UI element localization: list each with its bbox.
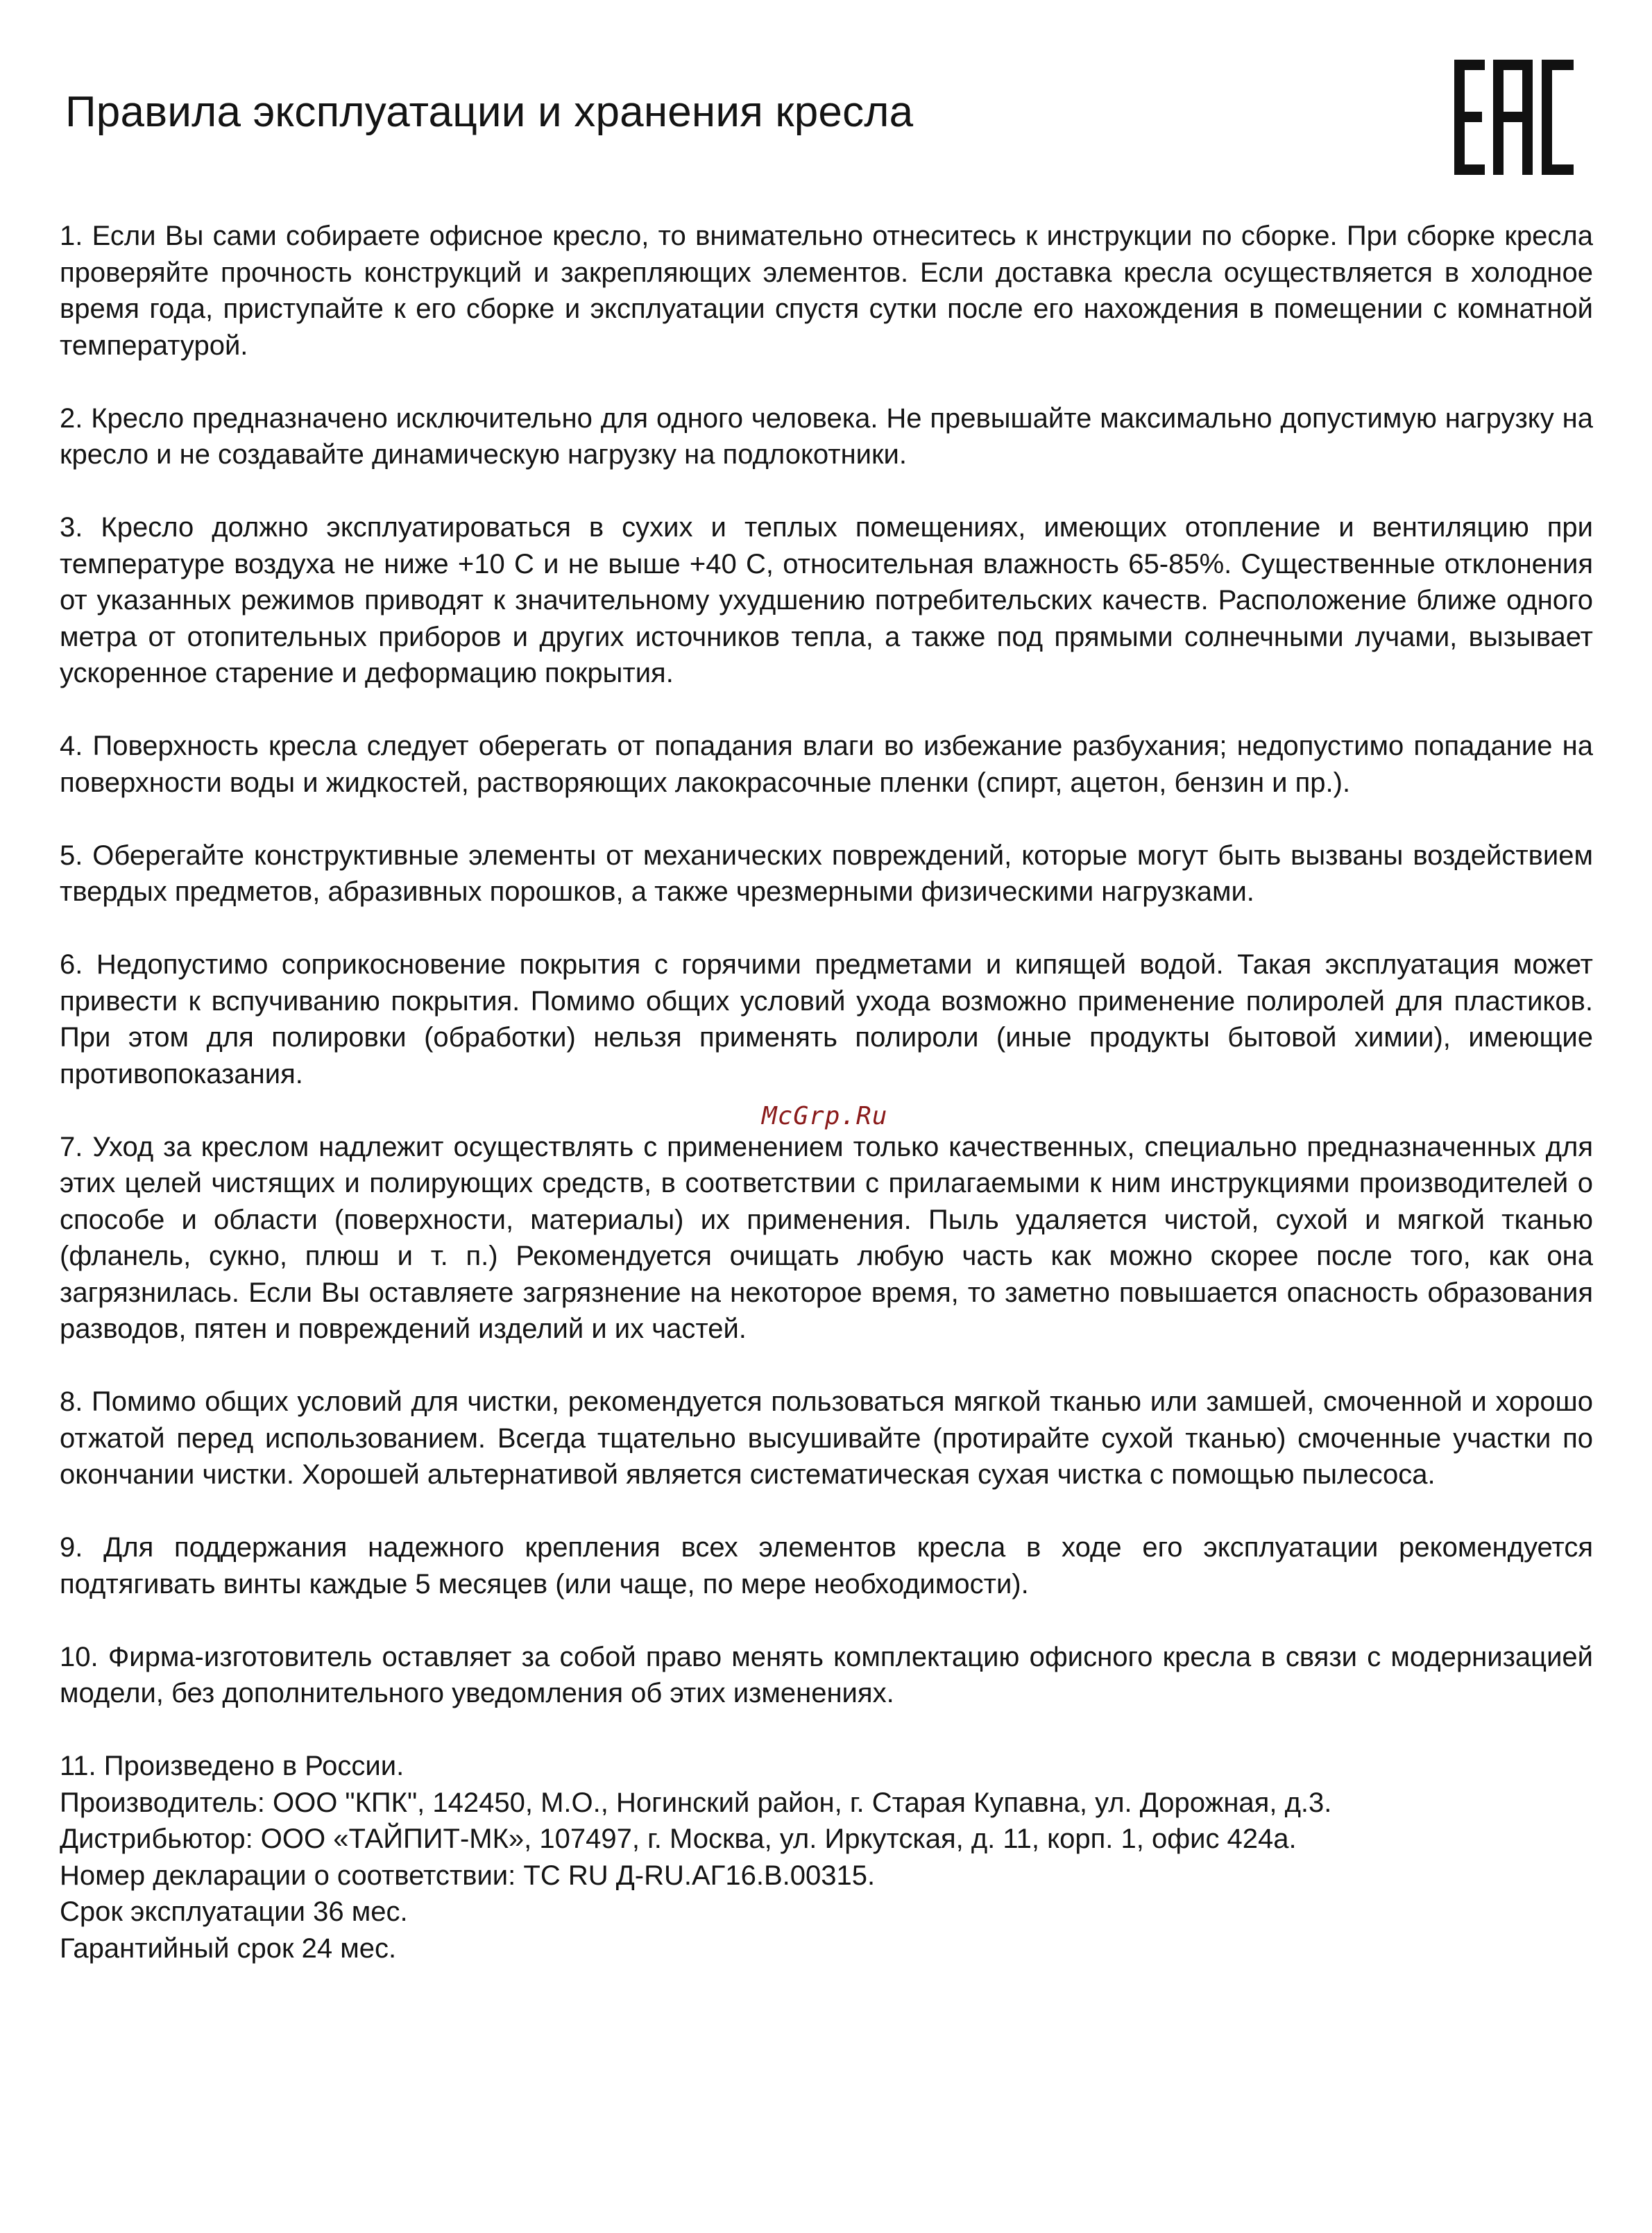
page-title: Правила эксплуатации и хранения кресла: [65, 88, 914, 136]
warranty-period: Гарантийный срок 24 мес.: [60, 1933, 397, 1964]
rule-1: 1. Если Вы сами собираете офисное кресло, то внимательно отнеситесь к инструкции по сборке. При сборке кресла проверяйте прочность конструкций и закрепляющих элементов. Если доставка кресла осуществляется в холодное время года, приступайте к его сборке и эксплуатации спустя сутки после его нахождения в помещении с комнатной температурой.: [60, 221, 1593, 361]
rule-6: 6. Недопустимо соприкосновение покрытия с горячими предметами и кипящей водой. Такая эксплуатация может привести к вспучиванию покрытия. Помимо общих условий ухода возможно применение полиролей для пластиков. При этом для полировки (обработки) нельзя применять полироли (иные продукты бытовой химии), имеющие противопоказания.: [60, 949, 1593, 1089]
rule-2: 2. Кресло предназначено исключительно для одного человека. Не превышайте максимально допустимую нагрузку на кресло и не создавайте динамическую нагрузку на подлокотники.: [60, 402, 1593, 470]
rule-4: 4. Поверхность кресла следует оберегать от попадания влаги во избежание разбухания; недопустимо попадание на поверхности воды и жидкостей, растворяющих лакокрасочные пленки (спирт, ацетон, бензин и пр.).: [60, 731, 1593, 798]
eac-certification-logo: [1454, 60, 1574, 175]
rule-3: 3. Кресло должно эксплуатироваться в сухих и теплых помещениях, имеющих отопление и вентиляцию при температуре воздуха не ниже +10 С и не выше +40 С, относительная влажность 65-85%. Существенные отклонения от указанных режимов приводят к значительному ухудшению потребительских качеств. Расположение ближе одного метра от отопительных приборов и других источников тепла, а также под прямыми солнечными лучами, вызывает ускоренное старение и деформацию покрытия.: [60, 512, 1593, 688]
made-in-russia: 11. Произведено в России.: [60, 1751, 405, 1781]
rule-8: 8. Помимо общих условий для чистки, рекомендуется пользоваться мягкой тканью или замшей, смоченной и хорошо отжатой перед использованием. Всегда тщательно высушивайте (протирайте сухой тканью) смоченные участки по окончании чистки. Хорошей альтернативой является систематическая сухая чистка с помощью пылесоса.: [60, 1386, 1593, 1490]
rule-5: 5. Оберегайте конструктивные элементы от механических повреждений, которые могут быть вызваны воздействием твердых предметов, абразивных порошков, а также чрезмерными физическими нагрузками.: [60, 840, 1593, 907]
manufacturer-info: [60, 1748, 1593, 1967]
watermark: McGrp.Ru: [762, 1102, 888, 1130]
rule-10: 10. Фирма-изготовитель оставляет за собой право менять комплектацию офисного кресла в связи с модернизацией модели, без дополнительного уведомления об этих изменениях.: [60, 1641, 1593, 1708]
rule-9: 9. Для поддержания надежного крепления всех элементов кресла в ходе его эксплуатации рекомендуется подтягивать винты каждые 5 месяцев (или чаще, по мере необходимости).: [60, 1532, 1593, 1599]
rule-7: 7. Уход за креслом надлежит осуществлять с применением только качественных, специально предназначенных для этих целей чистящих и полирующих средств, в соответствии с прилагаемыми к ним инструкциями производителей о способе и области (поверхности, материалы) их применения. Пыль удаляется чистой, сухой и мягкой тканью (фланель, сукно, плюш и т. п.) Рекомендуется очищать любую часть как можно скорее после того, как она загрязнилась. Если Вы оставляете загрязнение на некоторое время, то заметно повышается опасность образования разводов, пятен и повреждений изделий и их частей.: [60, 1131, 1593, 1344]
rules-content: [60, 218, 1593, 1967]
declaration-number: Номер декларации о соответствии: ТС RU Д-RU.АГ16.В.00315.: [60, 1860, 876, 1891]
manufacturer-line: Производитель: ООО "КПК", 142450, М.О., Ногинский район, г. Старая Купавна, ул. Дорожная, д.3.: [60, 1787, 1332, 1818]
service-life: Срок эксплуатации 36 мес.: [60, 1896, 408, 1927]
distributor-line: Дистрибьютор: ООО «ТАЙПИТ-МК», 107497, г. Москва, ул. Иркутская, д. 11, корп. 1, офис 424а.: [60, 1824, 1297, 1854]
